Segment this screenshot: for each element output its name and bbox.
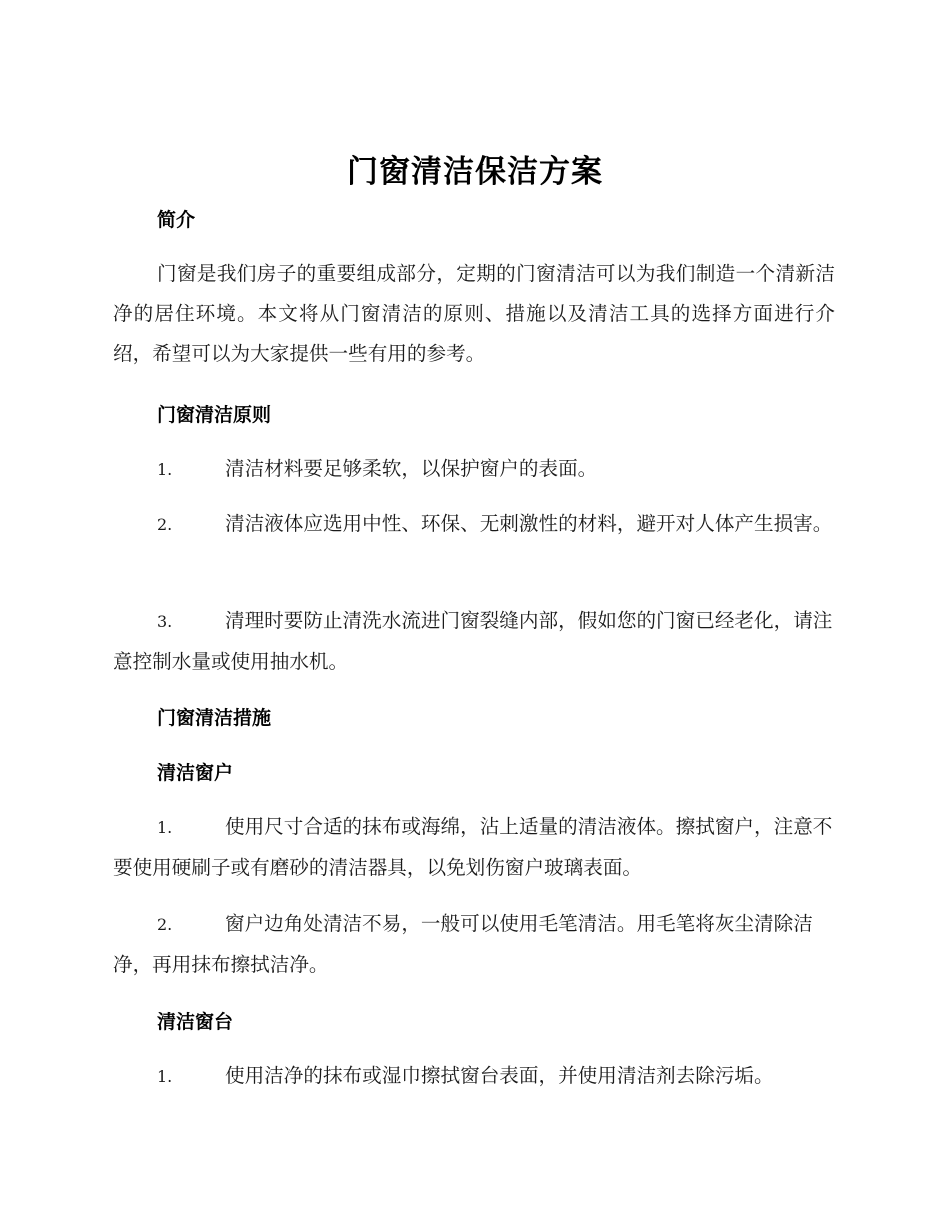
list-item-number: 2. (157, 915, 173, 934)
section-heading-intro: 简介 (157, 209, 196, 231)
list-item (113, 504, 835, 545)
list-item-number: 2. (157, 515, 173, 534)
list-item-text: 清理时要防止清洗水流进门窗裂缝内部，假如您的门窗已经老化，请注意控制水量或使用抽水机。 (113, 609, 833, 673)
list-item (113, 601, 835, 682)
list-item-text: 使用洁净的抹布或湿巾擦拭窗台表面，并使用清洁剂去除污垢。 (225, 1064, 774, 1087)
section-heading-measures: 门窗清洁措施 (157, 707, 272, 729)
list-item-text: 使用尺寸合适的抹布或海绵，沾上适量的清洁液体。擦拭窗户，注意不要使用硬刷子或有磨砂的清洁器具，以免划伤窗户玻璃表面。 (113, 815, 833, 879)
list-item-number: 1. (157, 1067, 173, 1086)
section-heading-principles: 门窗清洁原则 (157, 404, 272, 426)
subsection-heading-sill: 清洁窗台 (157, 1011, 234, 1033)
list-item-number: 1. (157, 818, 173, 837)
list-item (113, 904, 835, 985)
document-title: 门窗清洁保洁方案 (347, 154, 603, 190)
list-item-text: 窗户边角处清洁不易，一般可以使用毛笔清洁。用毛笔将灰尘清除洁净，再用抹布擦拭洁净。 (113, 912, 813, 976)
list-item (113, 449, 835, 490)
list-item-number: 1. (157, 460, 173, 479)
intro-paragraph: 门窗是我们房子的重要组成部分，定期的门窗清洁可以为我们制造一个清新洁净的居住环境。本文将从门窗清洁的原则、措施以及清洁工具的选择方面进行介绍，希望可以为大家提供一些有用的参考。 (113, 262, 835, 365)
list-item-text: 清洁材料要足够柔软，以保护窗户的表面。 (225, 457, 598, 480)
list-item-number: 3. (157, 612, 173, 631)
list-item (113, 807, 835, 888)
subsection-heading-windows: 清洁窗户 (157, 762, 234, 784)
list-item (113, 1056, 835, 1097)
list-item-text: 清洁液体应选用中性、环保、无刺激性的材料，避开对人体产生损害。 (225, 512, 833, 535)
